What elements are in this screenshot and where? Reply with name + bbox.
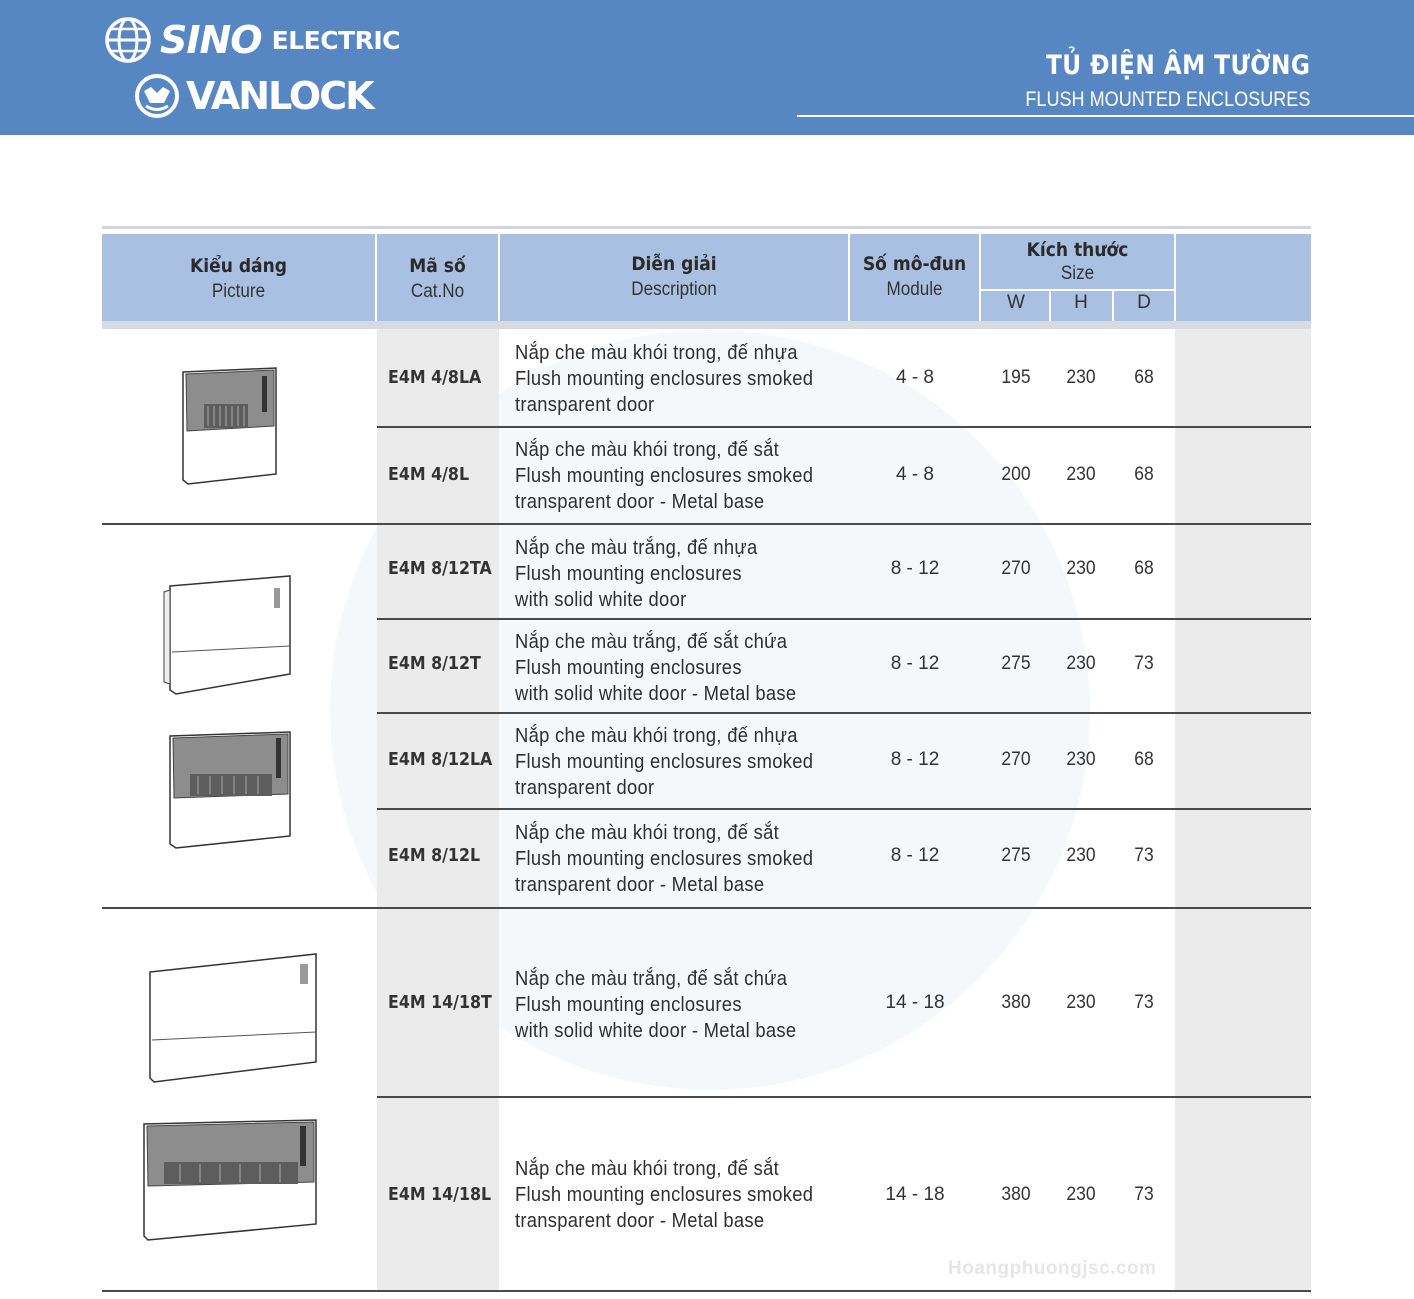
description — [515, 1156, 845, 1234]
header-module-en: Module — [886, 279, 943, 300]
description-en: Flush mounting enclosures smoked — [515, 751, 814, 773]
vanlock-logo — [134, 70, 373, 122]
description — [515, 966, 845, 1044]
size-h: 230 — [1066, 653, 1096, 674]
description-en: Flush mounting enclosures smoked — [515, 368, 814, 390]
cat-no: E4M 8/12TA — [388, 558, 492, 579]
header-size-vn: Kích thước — [1026, 239, 1129, 261]
module-value: 8 - 12 — [890, 845, 940, 866]
row-divider — [377, 426, 1311, 428]
group-divider — [102, 523, 1311, 525]
product-image-e4m-8-12t — [160, 574, 296, 696]
product-image-e4m-14-18l — [140, 1118, 320, 1244]
description-en-2: transparent door - Metal base — [515, 491, 765, 513]
description-vn: Nắp che màu khói trong, đế sắt — [515, 439, 779, 461]
module-value: 4 - 8 — [895, 464, 935, 485]
size-d: 73 — [1134, 845, 1154, 866]
size-d: 68 — [1134, 558, 1154, 579]
brand-vanlock: VANLOCK — [186, 74, 373, 118]
description-vn: Nắp che màu trắng, đế nhựa — [515, 537, 758, 559]
size-w: 200 — [1001, 464, 1031, 485]
row-divider — [377, 1096, 1311, 1098]
header-catno-en: Cat.No — [410, 281, 465, 302]
description — [515, 535, 845, 613]
description-en: Flush mounting enclosures smoked — [515, 848, 814, 870]
module-value: 14 - 18 — [885, 1184, 945, 1205]
description-en-2: with solid white door — [515, 589, 687, 611]
size-h: 230 — [1066, 845, 1096, 866]
module-value: 14 - 18 — [885, 992, 945, 1013]
table-top-rule — [102, 226, 1311, 229]
cat-no: E4M 4/8LA — [388, 367, 482, 388]
product-image-e4m-8-12l — [164, 730, 294, 852]
description-en: Flush mounting enclosures — [515, 657, 742, 679]
row-divider — [377, 808, 1311, 810]
header-module — [850, 251, 979, 303]
header-catno-vn: Mã số — [409, 255, 466, 277]
description-vn: Nắp che màu khói trong, đế nhựa — [515, 342, 798, 364]
size-d: 73 — [1134, 992, 1154, 1013]
description-en: Flush mounting enclosures smoked — [515, 1184, 814, 1206]
globe-icon — [104, 16, 152, 64]
description-en-2: transparent door — [515, 777, 655, 799]
description — [515, 629, 845, 707]
size-d: 73 — [1134, 653, 1154, 674]
cat-no: E4M 4/8L — [388, 464, 470, 485]
module-value: 8 - 12 — [890, 749, 940, 770]
size-d: 68 — [1134, 367, 1154, 388]
cat-no: E4M 14/18L — [388, 1184, 492, 1205]
size-h: 230 — [1066, 367, 1096, 388]
description — [515, 340, 845, 418]
module-value: 4 - 8 — [895, 367, 935, 388]
size-d: 73 — [1134, 1184, 1154, 1205]
header-picture-vn: Kiểu dáng — [189, 255, 288, 277]
table-header-rule — [102, 321, 1311, 329]
size-w: 195 — [1001, 367, 1031, 388]
brand-electric: ELECTRIC — [271, 25, 401, 55]
description-vn: Nắp che màu trắng, đế sắt chứa — [515, 631, 788, 653]
size-w: 270 — [1001, 749, 1031, 770]
brand-sino: SINO — [160, 18, 262, 62]
description-en-2: with solid white door - Metal base — [515, 683, 797, 705]
size-h: 230 — [1066, 992, 1096, 1013]
size-w: 380 — [1001, 992, 1031, 1013]
sino-logo — [104, 14, 400, 66]
description-vn: Nắp che màu khói trong, đế sắt — [515, 822, 779, 844]
module-value: 8 - 12 — [890, 558, 940, 579]
header-description-vn: Diễn giải — [631, 253, 717, 275]
header-d: D — [1137, 292, 1151, 313]
size-d: 68 — [1134, 464, 1154, 485]
row-divider — [377, 618, 1311, 620]
description-en: Flush mounting enclosures — [515, 563, 742, 585]
description-en-2: transparent door — [515, 394, 655, 416]
header-description-en: Description — [631, 279, 717, 300]
description-en-2: transparent door - Metal base — [515, 1210, 765, 1232]
header-banner — [0, 0, 1414, 135]
description-en-2: transparent door - Metal base — [515, 874, 765, 896]
description-vn: Nắp che màu khói trong, đế sắt — [515, 1158, 779, 1180]
size-h: 230 — [1066, 749, 1096, 770]
group-divider — [102, 907, 1311, 909]
size-h: 230 — [1066, 1184, 1096, 1205]
cat-no: E4M 8/12LA — [388, 749, 493, 770]
row-divider — [377, 712, 1311, 714]
description-vn: Nắp che màu khói trong, đế nhựa — [515, 725, 798, 747]
size-w: 380 — [1001, 1184, 1031, 1205]
cat-no: E4M 8/12T — [388, 653, 481, 674]
header-w: W — [1007, 292, 1025, 313]
size-d: 68 — [1134, 749, 1154, 770]
header-size — [981, 238, 1174, 286]
cat-no: E4M 8/12L — [388, 845, 481, 866]
description-en-2: with solid white door - Metal base — [515, 1020, 797, 1042]
title-underline — [797, 115, 1414, 117]
size-w: 275 — [1001, 845, 1031, 866]
table-bottom-rule — [102, 1290, 1311, 1292]
header-catno — [377, 253, 498, 305]
size-h: 230 — [1066, 558, 1096, 579]
description — [515, 820, 845, 898]
watermark-text: Hoangphuongjsc.com — [948, 1258, 1157, 1279]
header-module-vn: Số mô-đun — [862, 253, 967, 275]
description — [515, 723, 845, 801]
product-image-e4m-14-18t — [144, 952, 320, 1084]
size-header-divider — [981, 289, 1175, 291]
header-picture-en: Picture — [211, 281, 266, 302]
header-h: H — [1074, 292, 1088, 313]
size-w: 270 — [1001, 558, 1031, 579]
header-size-en: Size — [1060, 263, 1095, 284]
header-description — [500, 251, 848, 303]
module-value: 8 - 12 — [890, 653, 940, 674]
size-h: 230 — [1066, 464, 1096, 485]
page-title: TỦ ĐIỆN ÂM TƯỜNG — [1045, 50, 1310, 81]
description-en: Flush mounting enclosures — [515, 994, 742, 1016]
description — [515, 437, 845, 515]
size-w: 275 — [1001, 653, 1031, 674]
description-en: Flush mounting enclosures smoked — [515, 465, 814, 487]
description-vn: Nắp che màu trắng, đế sắt chứa — [515, 968, 788, 990]
page-subtitle: FLUSH MOUNTED ENCLOSURES — [1025, 88, 1310, 111]
product-image-e4m-4-8 — [178, 364, 282, 488]
header-picture — [102, 253, 375, 305]
right-column-shade — [1175, 329, 1311, 1291]
cat-no: E4M 14/18T — [388, 992, 492, 1013]
vanlock-emblem-icon — [134, 73, 180, 119]
